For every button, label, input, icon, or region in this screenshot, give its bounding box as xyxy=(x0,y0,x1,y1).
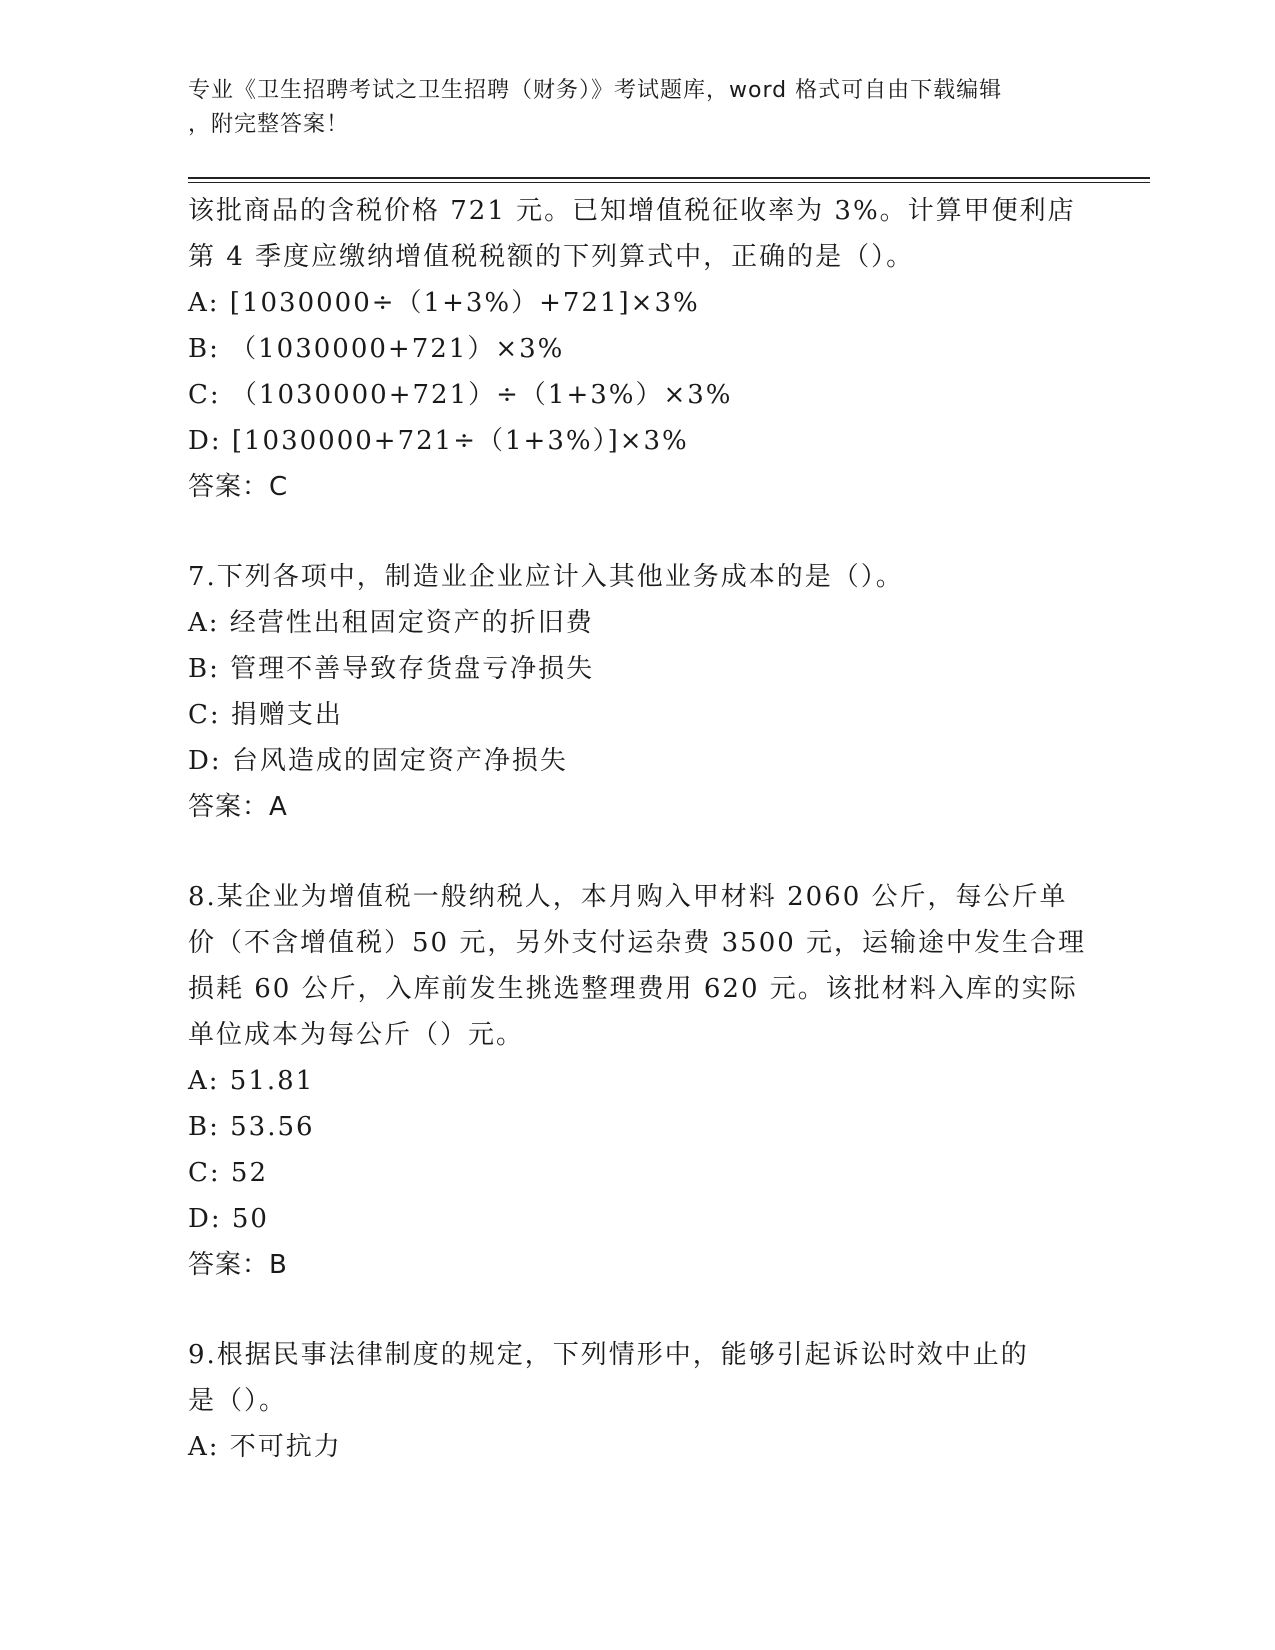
question-list xyxy=(188,188,1088,1470)
header-title-line2: ，附完整答案！ xyxy=(188,112,350,137)
question-stem-line: 该批商品的含税价格 721 元。已知增值税征收率为 3%。计算甲便利店 xyxy=(188,196,1076,226)
question-8 xyxy=(188,874,1088,1288)
question-stem-line: 第 4 季度应缴纳增值税税额的下列算式中，正确的是（）。 xyxy=(188,242,915,272)
option-d: D: 50 xyxy=(188,1204,269,1234)
header-divider-thick xyxy=(188,177,1150,179)
answer-label: 答案：A xyxy=(188,792,288,822)
answer-label: 答案：C xyxy=(188,472,289,502)
header-title-line1: 专业《卫生招聘考试之卫生招聘（财务）》考试题库，word 格式可自由下载编辑 xyxy=(188,78,1003,103)
option-b: B: 53.56 xyxy=(188,1112,315,1142)
answer-label: 答案：B xyxy=(188,1250,288,1280)
option-b: B: 管理不善导致存货盘亏净损失 xyxy=(188,654,595,684)
option-c: C: 52 xyxy=(188,1158,269,1188)
option-d: D: 台风造成的固定资产净损失 xyxy=(188,746,568,776)
question-stem-line: 9.根据民事法律制度的规定，下列情形中，能够引起诉讼时效中止的 xyxy=(188,1340,1029,1370)
option-b: B: （1030000+721）×3% xyxy=(188,334,565,364)
question-stem-line: 8.某企业为增值税一般纳税人，本月购入甲材料 2060 公斤，每公斤单 xyxy=(188,882,1068,912)
option-a: A: 51.81 xyxy=(188,1066,315,1096)
question-6 xyxy=(188,188,1088,510)
question-stem-line: 损耗 60 公斤，入库前发生挑选整理费用 620 元。该批材料入库的实际 xyxy=(188,974,1078,1004)
header-divider-thin xyxy=(188,182,1150,183)
question-stem-line: 价（不含增值税）50 元，另外支付运杂费 3500 元，运输途中发生合理 xyxy=(188,928,1087,958)
option-a: A: [1030000÷（1+3%）+721]×3% xyxy=(188,288,700,318)
option-c: C: （1030000+721）÷（1+3%）×3% xyxy=(188,380,733,410)
option-c: C: 捐赠支出 xyxy=(188,700,343,730)
option-a: A: 不可抗力 xyxy=(188,1432,342,1462)
option-d: D: [1030000+721÷（1+3%）]×3% xyxy=(188,426,689,456)
question-stem-line: 7.下列各项中，制造业企业应计入其他业务成本的是（）。 xyxy=(188,562,904,592)
document-header xyxy=(188,74,1088,142)
question-7 xyxy=(188,554,1088,830)
question-stem-line: 是（）。 xyxy=(188,1386,288,1416)
question-stem-line: 单位成本为每公斤（）元。 xyxy=(188,1020,525,1050)
option-a: A: 经营性出租固定资产的折旧费 xyxy=(188,608,594,638)
question-9 xyxy=(188,1332,1088,1470)
